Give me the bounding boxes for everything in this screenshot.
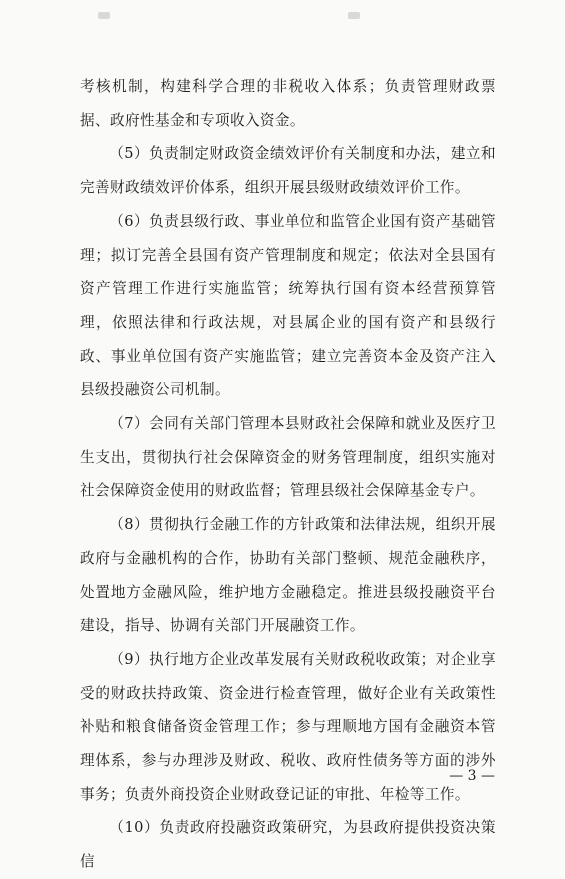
body-text xyxy=(80,70,496,879)
paragraph-item-7: （7）会同有关部门管理本县财政社会保障和就业及医疗卫生支出，贯彻执行社会保障资金的财务管理制度，组织实施对社会保障资金使用的财政监督；管理县级社会保障基金专户。 xyxy=(80,415,496,500)
punch-hole-mark xyxy=(348,12,360,19)
paragraph-item-9: （9）执行地方企业改革发展有关财政税收政策；对企业享受的财政扶持政策、资金进行检查管理，做好企业有关政策性补贴和粮食储备资金管理工作；参与理顺地方国有金融资本管理体系，参与办理涉及财政、税收、政府性债务等方面的涉外事务；负责外商投资企业财政登记证的审批、年检等工作。 xyxy=(80,650,496,803)
paragraph-item-10: （10）负责政府投融资政策研究，为县政府提供投资决策信 xyxy=(80,819,496,871)
paragraph-continued: 考核机制，构建科学合理的非税收入体系；负责管理财政票据、政府性基金和专项收入资金。 xyxy=(80,78,496,129)
paragraph-item-6: （6）负责县级行政、事业单位和监管企业国有资产基础管理；拟订完善全县国有资产管理制度和规定；依法对全县国有资产管理工作进行实施监管；统筹执行国有资本经营预算管理，依照法律和行政法规，对县属企业的国有资产和县级行政、事业单位国有资产实施监管；建立完善资本金及资产注入县级投融资公司机制。 xyxy=(80,212,496,399)
paragraph-item-5: （5）负责制定财政资金绩效评价有关制度和办法，建立和完善财政绩效评价体系，组织开展县级财政绩效评价工作。 xyxy=(80,145,496,197)
punch-hole-mark xyxy=(98,12,110,19)
paragraph-item-8: （8）贯彻执行金融工作的方针政策和法律法规，组织开展政府与金融机构的合作，协助有关部门整顿、规范金融秩序，处置地方金融风险，维护地方金融稳定。推进县级投融资平台建设，指导、协调有关部门开展融资工作。 xyxy=(80,516,496,635)
page-number: — 3 — xyxy=(449,768,495,784)
